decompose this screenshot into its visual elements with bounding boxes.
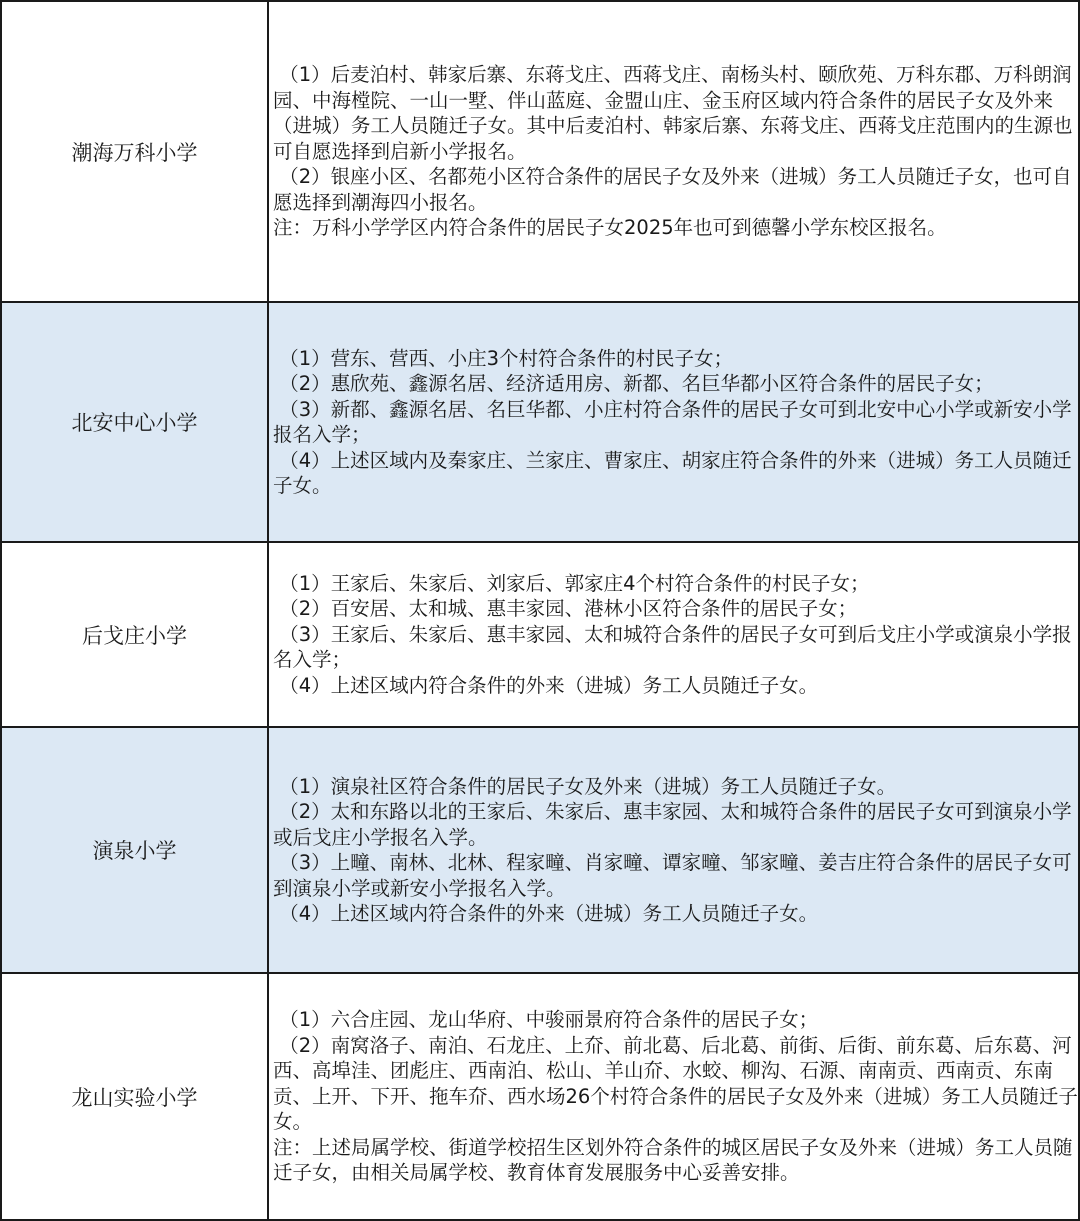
enrollment-rule-text: （1）营东、营西、小庄3个村符合条件的村民子女；: [273, 346, 734, 370]
enrollment-rule-text: （3）王家后、朱家后、惠丰家园、太和城符合条件的居民子女可到后戈庄小学或演泉小学报名入学；: [273, 622, 1072, 672]
school-name-cell: 龙山实验小学: [1, 973, 268, 1220]
enrollment-area-cell: [268, 1, 1079, 302]
table-row: [1, 973, 1079, 1220]
enrollment-rule-text: （2）银座小区、名都苑小区符合条件的居民子女及外来（进城）务工人员随迁子女，也可自愿选择到潮海四小报名。: [273, 165, 1072, 214]
enrollment-rule-text: （3）新都、鑫源名居、名巨华都、小庄村符合条件的居民子女可到北安中心小学或新安小学报名入学；: [273, 397, 1072, 446]
enrollment-area-cell: [268, 542, 1079, 727]
enrollment-area-cell: [268, 727, 1079, 973]
enrollment-rule-text: 注：万科小学学区内符合条件的居民子女2025年也可到德馨小学东校区报名。: [273, 216, 947, 240]
enrollment-rule-text: 注：上述局属学校、街道学校招生区划外符合条件的城区居民子女及外来（进城）务工人员随迁子女，由相关局属学校、教育体育发展服务中心妥善安排。: [273, 1135, 1073, 1185]
enrollment-rule-text: （2）太和东路以北的王家后、朱家后、惠丰家园、太和城符合条件的居民子女可到演泉小学或后戈庄小学报名入学。: [273, 800, 1072, 849]
enrollment-rule-text: （1）演泉社区符合条件的居民子女及外来（进城）务工人员随迁子女。: [273, 774, 897, 798]
enrollment-rule-text: （4）上述区域内符合条件的外来（进城）务工人员随迁子女。: [273, 673, 819, 697]
enrollment-rule-text: （4）上述区域内及秦家庄、兰家庄、曹家庄、胡家庄符合条件的外来（进城）务工人员随迁子女。: [273, 448, 1072, 497]
enrollment-area-cell: [268, 973, 1079, 1220]
school-name-cell: 潮海万科小学: [1, 1, 268, 302]
school-name-cell: 后戈庄小学: [1, 542, 268, 727]
table-body: [1, 1, 1079, 1220]
table-row: [1, 302, 1079, 542]
enrollment-rule-text: （1）六合庄园、龙山华府、中骏丽景府符合条件的居民子女；: [273, 1008, 819, 1032]
table-row: [1, 1, 1079, 302]
enrollment-rule-text: （2）南窝洛子、南泊、石龙庄、上夼、前北葛、后北葛、前街、后街、前东葛、后东葛、河西、高埠洼、团彪庄、西南泊、松山、羊山夼、水蛟、柳沟、石源、南南贡、西南贡、东南贡、上开、下开、拖车夼、西水场26个村符合条件的居民子女及外来（进城）务工人员随迁子女。: [273, 1033, 1078, 1134]
school-name-cell: 北安中心小学: [1, 302, 268, 542]
enrollment-rule-text: （1）王家后、朱家后、刘家后、郭家庄4个村符合条件的村民子女；: [273, 571, 870, 595]
school-name-cell: 演泉小学: [1, 727, 268, 973]
enrollment-rule-text: （1）后麦泊村、韩家后寨、东蒋戈庄、西蒋戈庄、南杨头村、颐欣苑、万科东郡、万科朗润园、中海樘院、一山一墅、伴山蓝庭、金盟山庄、金玉府区域内符合条件的居民子女及外来（进城）务工人员随迁子女。其中后麦泊村、韩家后寨、东蒋戈庄、西蒋戈庄范围内的生源也可自愿选择到启新小学报名。: [273, 63, 1073, 163]
enrollment-rule-text: （2）惠欣苑、鑫源名居、经济适用房、新都、名巨华都小区符合条件的居民子女；: [273, 372, 994, 395]
enrollment-rule-text: （2）百安居、太和城、惠丰家园、港林小区符合条件的居民子女；: [273, 597, 858, 621]
enrollment-rule-text: （3）上疃、南林、北林、程家疃、肖家疃、谭家疃、邹家疃、姜吉庄符合条件的居民子女可到演泉小学或新安小学报名入学。: [273, 851, 1072, 900]
enrollment-area-cell: [268, 302, 1079, 542]
table-row: [1, 727, 1079, 973]
enrollment-rule-text: （4）上述区域内符合条件的外来（进城）务工人员随迁子女。: [273, 902, 819, 925]
table-row: [1, 542, 1079, 727]
